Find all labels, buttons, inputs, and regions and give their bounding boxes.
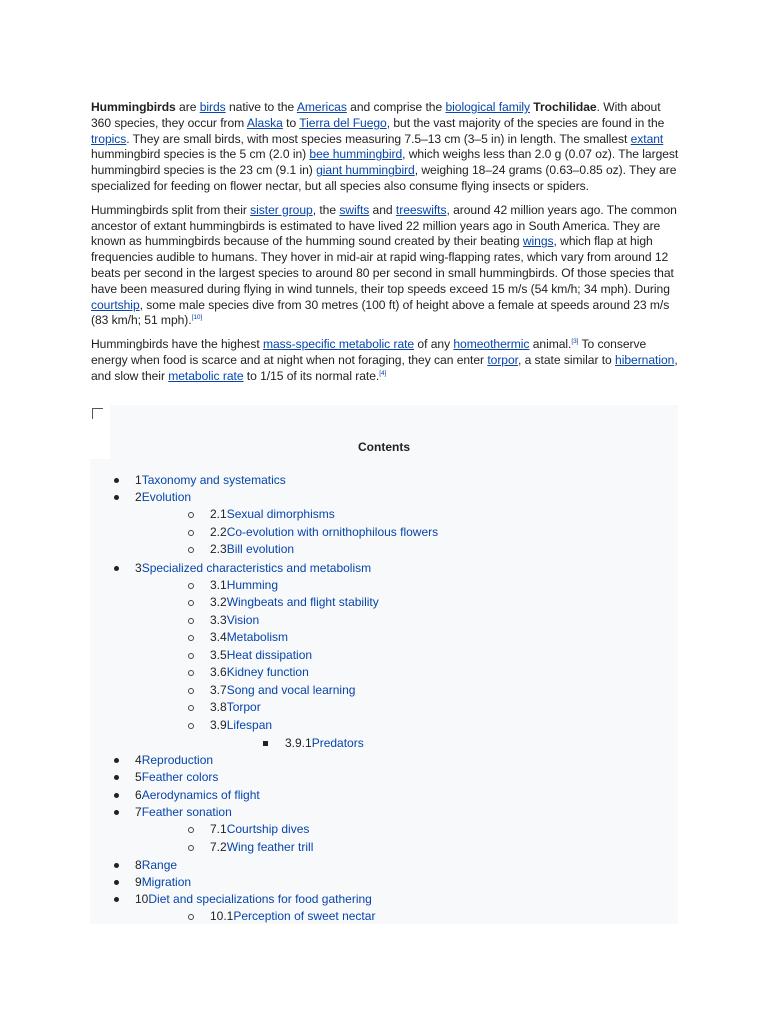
toc-item-label[interactable]: Reproduction — [141, 753, 214, 767]
link-giant-hummingbird[interactable]: giant hummingbird — [316, 163, 415, 178]
link-alaska[interactable]: Alaska — [246, 115, 283, 130]
toc-item-number: 3.5 — [210, 648, 227, 662]
text-run: and — [369, 202, 396, 217]
circle-bullet-icon — [188, 530, 194, 536]
text-run: are — [175, 100, 200, 114]
text-run: hummingbird species is the 5 cm (2.0 in) — [91, 147, 310, 162]
toc-item-3-3[interactable] — [210, 613, 259, 628]
link-bee-hummingbird[interactable]: bee hummingbird — [309, 147, 403, 162]
bullet-icon — [114, 758, 119, 763]
bullet-icon — [114, 566, 119, 571]
link-tropics[interactable]: tropics — [91, 131, 127, 146]
circle-bullet-icon — [188, 653, 194, 659]
checkbox-corner-icon — [92, 408, 103, 419]
toc-item-label[interactable]: Evolution — [141, 490, 192, 504]
toc-item-number: 2.1 — [210, 507, 227, 521]
toc-item-10[interactable] — [135, 892, 372, 907]
citation-ref[interactable] — [379, 370, 386, 377]
bullet-icon — [114, 775, 119, 780]
bullet-icon — [114, 863, 119, 868]
link-extant[interactable]: extant — [630, 131, 664, 146]
link-treeswifts[interactable]: treeswifts — [395, 202, 447, 217]
toc-item-number: 8 — [135, 858, 142, 872]
toc-item-number: 10 — [135, 892, 149, 906]
toc-item-3-6[interactable] — [210, 665, 309, 680]
toc-item-3-1[interactable] — [210, 578, 278, 593]
article-subject: Hummingbirds — [91, 100, 176, 114]
toc-item-label[interactable]: Sexual dimorphisms — [226, 507, 335, 521]
toc-item-number: 3.1 — [210, 578, 227, 592]
text-run: , and slow their — [91, 352, 678, 383]
bullet-icon — [114, 495, 119, 500]
bullet-icon — [114, 810, 119, 815]
toc-item-label[interactable]: Co-evolution with ornithophilous flowers — [226, 525, 439, 539]
text-run: to — [282, 115, 300, 130]
toc-item-3-9[interactable] — [210, 718, 272, 733]
toc-item-2-2[interactable] — [210, 525, 438, 540]
link-tierra-del-fuego[interactable]: Tierra del Fuego — [299, 115, 387, 130]
citation-link[interactable]: [10] — [191, 314, 203, 322]
text-run: , which flap at high frequencies audible to humans. They hover in mid-air at rapid wing-flapping rates, which vary from around 12 beats per second in the largest species to around 80 per second in small hummingbirds. Of those species that have been measured during flying in wind tunnels, their top speeds exceed 15 m/s (54 km/h; 34 mph). During — [91, 234, 674, 296]
toc-item-number: 3 — [135, 561, 142, 575]
intro-paragraph-3 — [91, 337, 679, 384]
toc-item-number: 3.9 — [210, 718, 227, 732]
toc-item-number: 5 — [135, 770, 142, 784]
link-hibernation[interactable]: hibernation — [615, 352, 675, 367]
family-name: Trochilidae — [533, 100, 597, 114]
citation-link[interactable]: [3] — [571, 338, 579, 346]
text-run: . With about 360 species, they occur from — [91, 100, 661, 130]
toc-item-5[interactable] — [135, 770, 218, 785]
circle-bullet-icon — [188, 688, 194, 694]
toc-item-number: 1 — [135, 473, 142, 487]
circle-bullet-icon — [188, 845, 194, 851]
link-americas[interactable]: Americas — [296, 100, 347, 114]
toc-item-7[interactable] — [135, 805, 232, 820]
toc-item-label[interactable]: Heat dissipation — [226, 648, 313, 662]
toc-item-number: 3.4 — [210, 630, 227, 644]
toc-item-3[interactable] — [135, 561, 371, 576]
toc-item-label[interactable]: Humming — [226, 578, 279, 592]
link-courtship[interactable]: courtship — [91, 297, 140, 312]
toc-item-number: 3.6 — [210, 665, 227, 679]
text-run: , a state similar to — [517, 352, 616, 367]
circle-bullet-icon — [188, 600, 194, 606]
toc-item-9[interactable] — [135, 875, 191, 890]
toc-toggle-checkbox[interactable] — [90, 405, 110, 427]
toc-item-label[interactable]: Range — [141, 858, 178, 872]
toc-item-6[interactable] — [135, 788, 260, 803]
circle-bullet-icon — [188, 547, 194, 553]
toc-item-number: 7 — [135, 805, 142, 819]
link-wings[interactable]: wings — [522, 234, 554, 249]
toc-item-4[interactable] — [135, 753, 213, 768]
circle-bullet-icon — [188, 914, 194, 920]
text-run: , weighing 18–24 grams (0.63–0.85 oz). They are specialized for feeding on flower nectar, but all species also consume flying insects or spiders. — [91, 163, 677, 193]
link-swifts[interactable]: swifts — [339, 202, 370, 217]
toc-item-label[interactable]: Torpor — [226, 700, 261, 714]
toc-item-3-2[interactable] — [210, 595, 379, 610]
circle-bullet-icon — [188, 583, 194, 589]
text-run: , around 42 million years ago. The common ancestor of extant hummingbirds is estimated to have lived 22 million years ago in South America. They are known as hummingbirds because of the humming sound created by their beating — [91, 202, 677, 249]
toc-item-number: 7.2 — [210, 840, 227, 854]
bullet-icon — [114, 793, 119, 798]
toc-item-label[interactable]: Courtship dives — [226, 822, 310, 836]
circle-bullet-icon — [188, 723, 194, 729]
toc-item-label[interactable]: Vision — [226, 613, 260, 627]
table-of-contents — [90, 405, 678, 924]
toc-item-3-5[interactable] — [210, 648, 312, 663]
text-run: . They are small birds, with most species measuring 7.5–13 cm (3–5 in) in length. The smallest — [126, 131, 631, 146]
citation-ref[interactable] — [192, 314, 203, 321]
toc-item-2[interactable] — [135, 490, 191, 505]
toc-item-number: 9 — [135, 875, 142, 889]
toc-item-number: 2.2 — [210, 525, 227, 539]
toc-item-label[interactable]: Wing feather trill — [226, 840, 314, 854]
bullet-icon — [114, 478, 119, 483]
toc-item-label[interactable]: Predators — [311, 736, 364, 750]
toc-item-label[interactable]: Feather sonation — [141, 805, 232, 819]
text-run: and comprise the — [346, 100, 446, 114]
toc-item-3-4[interactable] — [210, 630, 288, 645]
toc-item-label[interactable]: Migration — [141, 875, 192, 889]
toc-item-2-1[interactable] — [210, 507, 335, 522]
toc-item-label[interactable]: Song and vocal learning — [226, 683, 356, 697]
toc-item-label[interactable]: Lifespan — [226, 718, 273, 732]
toc-item-number: 3.7 — [210, 683, 227, 697]
toc-item-label[interactable]: Bill evolution — [226, 542, 295, 556]
toc-item-8[interactable] — [135, 858, 177, 873]
link-metabolic-rate[interactable]: metabolic rate — [168, 368, 244, 383]
toc-item-number: 3.2 — [210, 595, 227, 609]
article-body — [91, 100, 679, 393]
toc-title: Contents — [358, 440, 410, 454]
link-biological-family[interactable]: biological family — [445, 100, 530, 114]
text-run: of any — [414, 337, 454, 352]
circle-bullet-icon — [188, 827, 194, 833]
text-run: To conserve energy when food is scarce and at night when not foraging, they can enter — [91, 337, 647, 367]
toc-item-label[interactable]: Wingbeats and flight stability — [226, 595, 379, 609]
link-birds[interactable]: birds — [199, 100, 226, 114]
circle-bullet-icon — [188, 635, 194, 641]
toc-item-number: 3.9.1 — [285, 736, 312, 750]
toc-item-number: 4 — [135, 753, 142, 767]
toc-item-number: 2.3 — [210, 542, 227, 556]
toc-item-3-9-1[interactable] — [285, 736, 364, 751]
circle-bullet-icon — [188, 512, 194, 518]
text-run: native to the — [225, 100, 297, 114]
toc-item-3-8[interactable] — [210, 700, 261, 715]
toc-item-label[interactable]: Kidney function — [226, 665, 309, 679]
text-run: Hummingbirds have the highest — [91, 337, 263, 352]
circle-bullet-icon — [188, 705, 194, 711]
toc-item-7-1[interactable] — [210, 822, 309, 837]
toc-item-number: 6 — [135, 788, 142, 802]
text-run: , some male species dive from 30 metres (100 ft) of height above a female at speeds around 23 m/s (83 km/h; 51 mph). — [91, 297, 670, 328]
toc-item-number: 2 — [135, 490, 142, 504]
intro-paragraph-1 — [91, 100, 679, 195]
toc-item-label[interactable]: Taxonomy and systematics — [141, 473, 286, 487]
toc-item-label[interactable]: Diet and specializations for food gathering — [148, 892, 372, 906]
citation-link[interactable]: [4] — [379, 369, 387, 377]
text-run: , which weighs less than 2.0 g (0.07 oz). The largest hummingbird species is the 23 cm (9.1 in) — [91, 147, 679, 178]
circle-bullet-icon — [188, 670, 194, 676]
toc-item-3-7[interactable] — [210, 683, 355, 698]
toc-item-10-1[interactable] — [210, 909, 375, 924]
link-sister-group[interactable]: sister group — [250, 202, 313, 217]
toc-item-number: 3.8 — [210, 700, 227, 714]
toc-item-1[interactable] — [135, 473, 286, 488]
text-run: , but the vast majority of the species are found in the — [386, 115, 665, 130]
toc-item-label[interactable]: Feather colors — [141, 770, 219, 784]
toc-item-number: 3.3 — [210, 613, 227, 627]
intro-paragraph-2 — [91, 203, 679, 329]
toc-item-7-2[interactable] — [210, 840, 313, 855]
square-bullet-icon — [263, 741, 268, 746]
text-run: to 1/15 of its normal rate. — [243, 368, 380, 383]
toc-item-2-3[interactable] — [210, 542, 294, 557]
toc-item-label[interactable]: Metabolism — [226, 630, 289, 644]
link-mass-specific-metabolic-rate[interactable]: mass-specific metabolic rate — [262, 337, 415, 352]
toc-item-number: 10.1 — [210, 909, 234, 923]
link-homeothermic[interactable]: homeothermic — [453, 337, 530, 352]
text-run: Hummingbirds split from their — [91, 202, 251, 217]
bullet-icon — [114, 880, 119, 885]
circle-bullet-icon — [188, 618, 194, 624]
toc-item-number: 7.1 — [210, 822, 227, 836]
bullet-icon — [114, 897, 119, 902]
link-torpor[interactable]: torpor — [487, 352, 518, 367]
text-run: animal. — [529, 337, 572, 352]
toc-item-label[interactable]: Aerodynamics of flight — [141, 788, 260, 802]
toc-item-label[interactable]: Specialized characteristics and metabolism — [141, 561, 372, 575]
toc-item-label[interactable]: Perception of sweet nectar — [233, 909, 376, 923]
text-run: , the — [312, 202, 340, 217]
